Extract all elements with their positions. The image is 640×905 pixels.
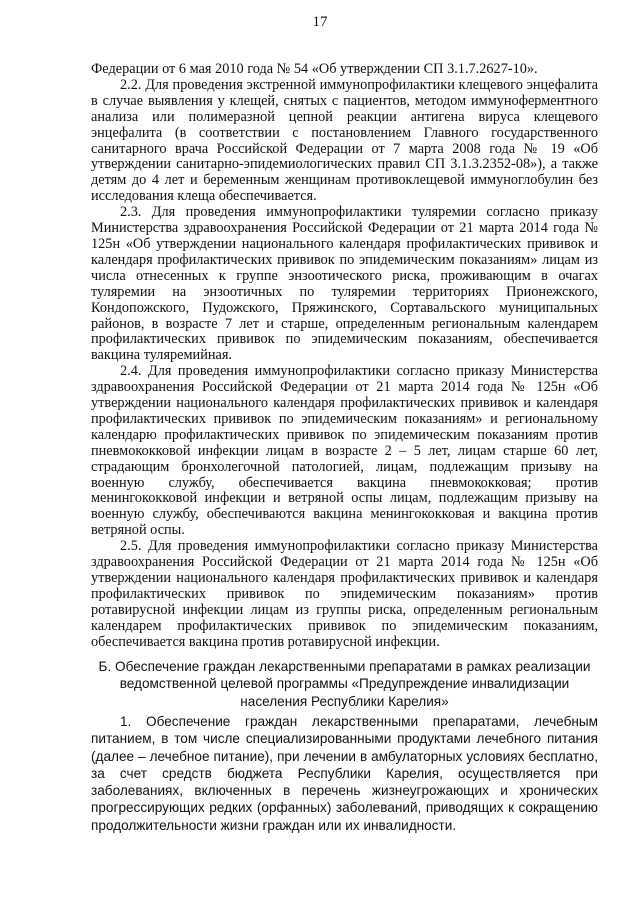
- section-heading-line: ведомственной целевой программы «Предупреждение инвалидизации: [119, 676, 570, 692]
- paragraph-2-5: 2.5. Для проведения иммунопрофилактики согласно приказу Министерства здравоохранения Российской Федерации от 21 марта 2014 года № 125н «Об утверждении национального календаря профилактических прививок и календаря профилактических прививок по эпидемическим показаниям» против ротавирусной инфекции лицам из группы риска, определенным региональным календарем профилактических прививок по эпидемическим показаниям, обеспечивается вакцина против ротавирусной инфекции.: [91, 538, 598, 650]
- body-text: [91, 62, 598, 651]
- section-heading: [91, 658, 598, 710]
- paragraph-2-4: 2.4. Для проведения иммунопрофилактики согласно приказу Министерства здравоохранения Российской Федерации от 21 марта 2014 года № 125н «Об утверждении национального календаря профилактических прививок и календаря профилактических прививок по эпидемическим показаниям» и региональному календарю профилактических прививок по эпидемическим показаниям против пневмококковой инфекции лицам в возрасте 2 – 5 лет, лицам старше 60 лет, страдающим бронхолегочной патологией, лицам, подлежащим призыву на военную службу, обеспечивается вакцина пневмококковая; против менингококковой инфекции и ветряной оспы лицам, подлежащим призыву на военную службу, обеспечиваются вакцина менингококковая и вакцина против ветряной оспы.: [91, 363, 598, 539]
- paragraph-2-2: 2.2. Для проведения экстренной иммунопрофилактики клещевого энцефалита в случае выявления у клещей, снятых с пациентов, методом иммуноферментного анализа или полимеразной цепной реакции антигена вируса клещевого энцефалита (в соответствии с постановлением Главного государственного санитарного врача Российской Федерации от 7 марта 2008 года № 19 «Об утверждении санитарно-эпидемиологических правил СП 3.1.3.2352-08»), а также детям до 4 лет и беременным женщинам противоклещевой иммуноглобулин без исследования клеща обеспечивается.: [91, 76, 598, 205]
- section-heading-line: населения Республики Карелия»: [240, 693, 449, 709]
- paragraph-b-1: 1. Обеспечение граждан лекарственными препаратами, лечебным питанием, в том числе специализированными продуктами лечебного питания (далее – лечебное питание), при лечении в амбулаторных условиях бесплатно, за счет средств бюджета Республики Карелия, осуществляется при заболеваниях, включенных в перечень жизнеугрожающих и хронических прогрессирующих редких (орфанных) заболеваний, приводящих к сокращению продолжительности жизни граждан или их инвалидности.: [91, 714, 598, 833]
- paragraph-continuation: Федерации от 6 мая 2010 года № 54 «Об утверждении СП 3.1.7.2627-10».: [91, 61, 538, 77]
- section-heading-line: Б. Обеспечение граждан лекарственными препаратами в рамках реализации: [98, 659, 591, 674]
- paragraph-2-3: 2.3. Для проведения иммунопрофилактики туляремии согласно приказу Министерства здравоохранения Российской Федерации от 21 марта 2014 года № 125н «Об утверждении национального календаря профилактических прививок и календаря профилактических прививок по эпидемическим показаниям» лицам из числа отнесенных к группе энзоотического риска, проживающим в очагах туляремии на энзоотичных по туляремии территориях Прионежского, Кондопожского, Пудожского, Пряжинского, Сортавальского муниципальных районов, в возрасте 7 лет и старше, определенным региональным календарем профилактических прививок по эпидемическим показаниям, обеспечивается вакцина туляремийная.: [91, 204, 598, 364]
- page-number: 17: [312, 14, 328, 30]
- section-text: [91, 713, 598, 834]
